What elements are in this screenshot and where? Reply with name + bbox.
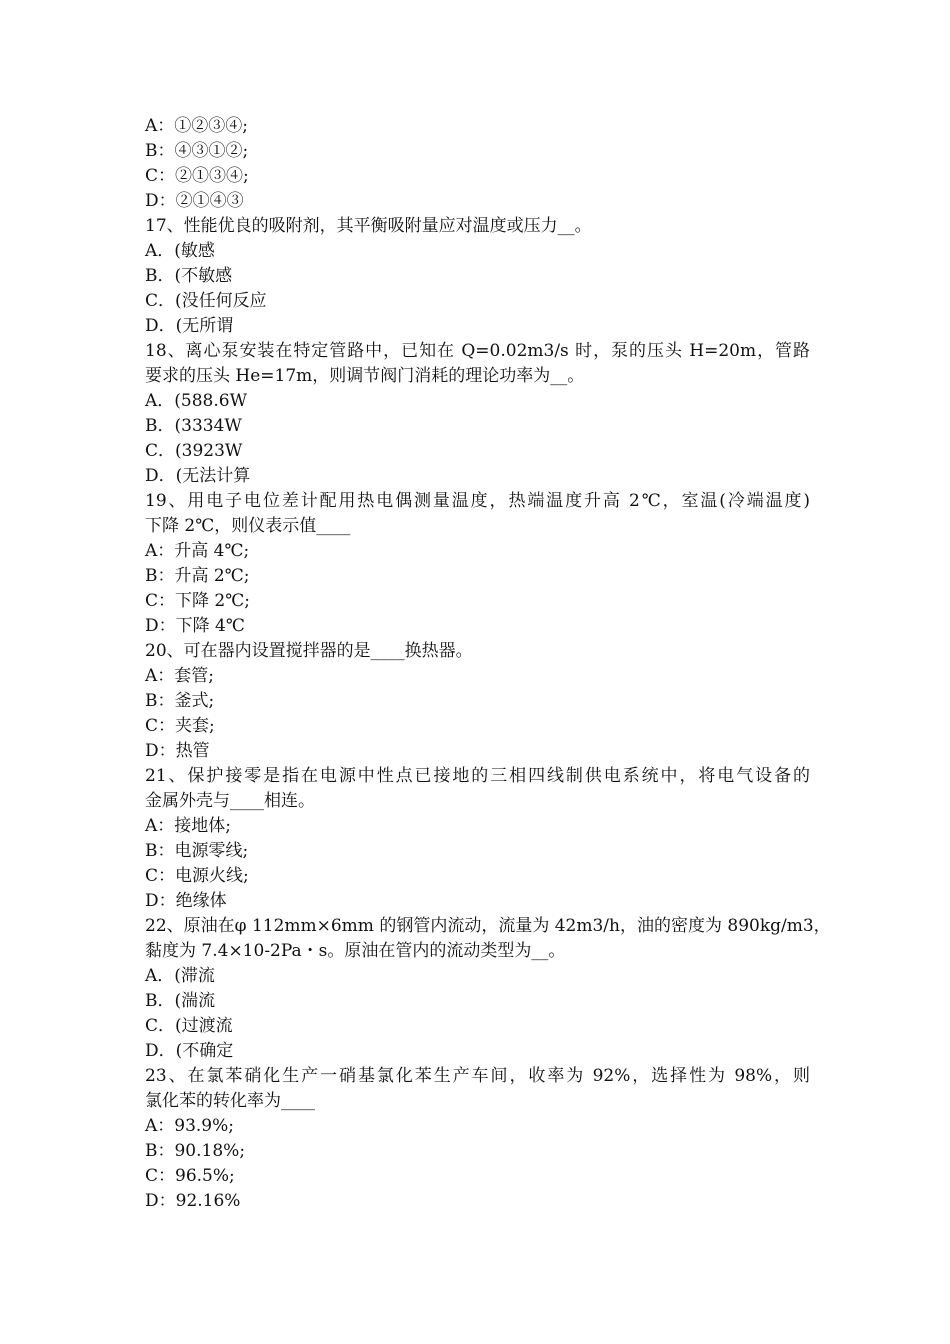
text-line: C．(过渡流	[145, 1016, 233, 1036]
text-line: A．(滞流	[145, 966, 215, 986]
text-line: D：热管	[145, 741, 210, 761]
text-line: D．(无法计算	[145, 466, 251, 486]
document-body	[145, 114, 831, 1214]
text-line: D：②①④③	[145, 191, 244, 211]
text-line: C：下降 2℃;	[145, 591, 250, 611]
text-line: 19、用电子电位差计配用热电偶测量温度，热端温度升高 2℃，室温(冷端温度)	[145, 491, 810, 511]
text-line: B：④③①②;	[145, 141, 249, 161]
text-line: C．(没任何反应	[145, 291, 267, 311]
text-line: B：釜式;	[145, 691, 215, 711]
text-line: 黏度为 7.4×10-2Pa・s。原油在管内的流动类型为__。	[145, 941, 566, 961]
text-line: B．(湍流	[145, 991, 216, 1011]
text-line: A：①②③④;	[145, 116, 249, 136]
text-line: A．(敏感	[145, 241, 215, 261]
text-line: D：绝缘体	[145, 891, 227, 911]
text-line: C：电源火线;	[145, 866, 249, 886]
text-line: A：93.9%;	[145, 1116, 235, 1136]
text-line: A．(588.6W	[145, 391, 248, 411]
text-line: D．(无所谓	[145, 316, 234, 336]
text-line: C：②①③④;	[145, 166, 249, 186]
text-line: D．(不确定	[145, 1041, 234, 1061]
text-line: A：升高 4℃;	[145, 541, 250, 561]
text-line: A：接地体;	[145, 816, 232, 836]
text-line: B．(不敏感	[145, 266, 233, 286]
text-line: 22、原油在φ 112mm×6mm 的钢管内流动，流量为 42m3/h，油的密度为 890kg/m3，	[145, 916, 831, 936]
text-line: B：90.18%;	[145, 1141, 246, 1161]
text-line: A：套管;	[145, 666, 215, 686]
text-line: B．(3334W	[145, 416, 242, 436]
text-line: 要求的压头 He=17m，则调节阀门消耗的理论功率为__。	[145, 366, 585, 386]
text-line: 17、性能优良的吸附剂，其平衡吸附量应对温度或压力__。	[145, 216, 592, 236]
text-line: 下降 2℃，则仪表示值____	[145, 516, 351, 536]
text-line: 23、在氯苯硝化生产一硝基氯化苯生产车间，收率为 92%，选择性为 98%，则	[145, 1066, 810, 1086]
text-line: 金属外壳与____相连。	[145, 791, 315, 811]
text-line: C．(3923W	[145, 441, 243, 461]
text-line: 氯化苯的转化率为____	[145, 1091, 315, 1111]
text-line: D：92.16%	[145, 1191, 241, 1211]
text-line: C：96.5%;	[145, 1166, 235, 1186]
text-line: C：夹套;	[145, 716, 215, 736]
text-line: 20、可在器内设置搅拌器的是____换热器。	[145, 641, 473, 661]
text-line: 21、保护接零是指在电源中性点已接地的三相四线制供电系统中，将电气设备的	[145, 766, 810, 786]
text-line: B：升高 2℃;	[145, 566, 250, 586]
text-line: D：下降 4℃	[145, 616, 245, 636]
text-line: 18、离心泵安装在特定管路中，已知在 Q=0.02m3/s 时，泵的压头 H=20m，管路	[145, 341, 810, 361]
text-line: B：电源零线;	[145, 841, 249, 861]
